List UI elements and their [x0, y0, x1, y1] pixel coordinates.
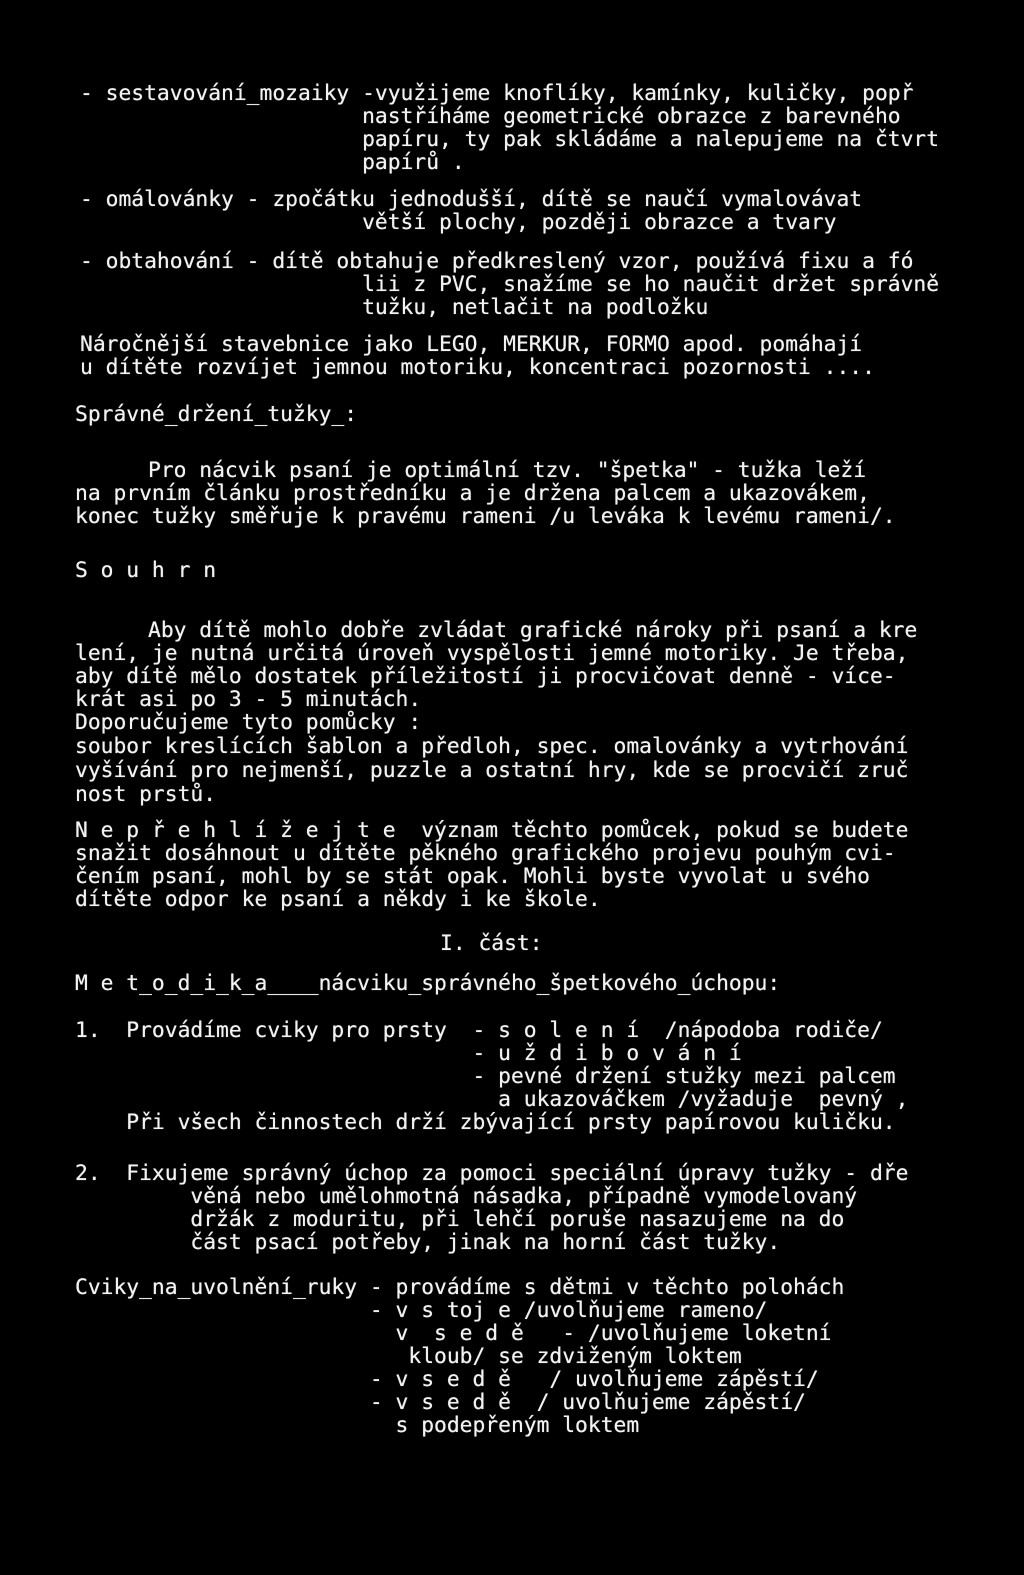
text-line: Aby dítě mohlo dobře zvládat grafické nároky při psaní a kre [148, 618, 918, 643]
text-line: - u ž d i b o v á n í [75, 1041, 742, 1066]
text-line: papírů . [80, 150, 465, 175]
text-line: větší plochy, později obrazce a tvary [80, 210, 837, 235]
section-heading: M e t_o_d_i_k_a____nácviku_správného_špetkového_úchopu: [75, 971, 781, 996]
text-line: s podepřeným loktem [75, 1413, 640, 1438]
text-line: nastříháme geometrické obrazce z barevného [80, 104, 901, 129]
text-line: vyšívání pro nejmenší, puzzle a ostatní hry, kde se procvičí zruč [75, 758, 909, 783]
text-line: dítěte odpor ke psaní a někdy i ke škole. [75, 887, 601, 912]
text-line: konec tužky směřuje k pravému rameni /u leváka k levému rameni/. [75, 504, 896, 529]
part-heading: I. část: [440, 931, 543, 956]
text-line: - sestavování_mozaiky -využijeme knoflíky, kamínky, kuličky, popř [80, 81, 914, 106]
text-line: Pro nácvik psaní je optimální tzv. "špetka" - tužka leží [148, 458, 867, 483]
text-line: - omálovánky - zpočátku jednodušší, dítě se naučí vymalovávat [80, 187, 863, 212]
text-line: - v s toj e /uvolňujeme rameno/ [75, 1298, 768, 1323]
text-line: krát asi po 3 - 5 minutách. [75, 687, 422, 712]
text-line: - v s e d ě / uvolňujeme zápěstí/ [75, 1390, 806, 1415]
text-line: Náročnější stavebnice jako LEGO, MERKUR, FORMO apod. pomáhají [80, 332, 863, 357]
text-line: 2. Fixujeme správný úchop za pomoci speciální úpravy tužky - dře [75, 1161, 909, 1186]
text-line: papíru, ty pak skládáme a nalepujeme na čtvrt [80, 127, 940, 152]
section-heading: Správné_držení_tužky_: [75, 402, 358, 427]
text-line: lení, je nutná určitá úroveň vyspělosti jemné motoriky. Je třeba, [75, 641, 909, 666]
text-line: lii z PVC, snažíme se ho naučit držet správně [80, 272, 940, 297]
text-line: a ukazováčkem /vyžaduje pevný , [75, 1087, 909, 1112]
text-line: nost prstů. [75, 782, 217, 807]
text-line: N e p ř e h l í ž e j t e význam těchto pomůcek, pokud se budete [75, 818, 909, 843]
text-line: - pevné držení stužky mezi palcem [75, 1064, 896, 1089]
text-line: Cviky_na_uvolnění_ruky - provádíme s dětmi v těchto polohách [75, 1275, 845, 1300]
text-line: na prvním článku prostředníku a je držena palcem a ukazovákem, [75, 481, 870, 506]
text-line: věná nebo umělohmotná násadka, případně vymodelovaný [75, 1184, 858, 1209]
text-line: snažit dosáhnout u dítěte pěkného grafického projevu pouhým cvi- [75, 841, 896, 866]
text-line: Při všech činnostech drží zbývající prsty papírovou kuličku. [75, 1110, 896, 1135]
text-line: aby dítě mělo dostatek příležitostí ji procvičovat denně - více- [75, 664, 896, 689]
text-line: čením psaní, mohl by se stát opak. Mohli byste vyvolat u svého [75, 864, 870, 889]
text-line: - v s e d ě / uvolňujeme zápěstí/ [75, 1367, 819, 1392]
text-line: držák z moduritu, při lehčí poruše nasazujeme na do [75, 1207, 845, 1232]
text-line: - obtahování - dítě obtahuje předkreslený vzor, používá fixu a fó [80, 249, 914, 274]
section-heading: S o u h r n [75, 558, 217, 583]
text-line: kloub/ se zdviženým loktem [75, 1344, 742, 1369]
text-line: část psací potřeby, jinak na horní část tužky. [75, 1230, 781, 1255]
text-line: soubor kreslících šablon a předloh, spec. omalovánky a vytrhování [75, 734, 909, 759]
text-line: v s e d ě - /uvolňujeme loketní [75, 1321, 832, 1346]
text-line: u dítěte rozvíjet jemnou motoriku, koncentraci pozornosti .... [80, 355, 875, 380]
text-line: tužku, netlačit na podložku [80, 295, 709, 320]
text-line: Doporučujeme tyto pomůcky : [75, 710, 422, 735]
text-line: 1. Provádíme cviky pro prsty - s o l e n í /nápodoba rodiče/ [75, 1018, 883, 1043]
